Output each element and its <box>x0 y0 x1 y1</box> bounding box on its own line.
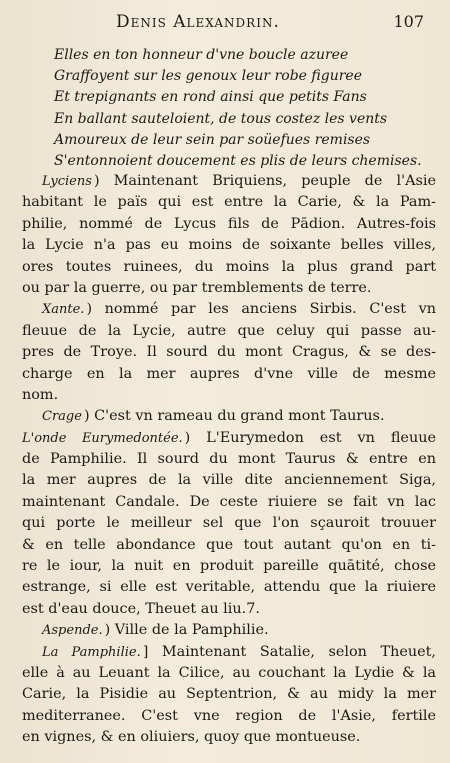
verse-line: Graffoyent sur les genoux leur robe figuree <box>54 68 362 85</box>
text-line <box>22 299 436 320</box>
text-line: la Lycie n'a pas eu moins de soixante belles villes, <box>22 237 436 254</box>
gloss-text: ] Maintenant Satalie, selon Theuet, <box>142 643 436 660</box>
text-line: elle à au Leuant la Cilice, au couchant la Lydie & la <box>22 664 436 681</box>
text-line: qui porte le meilleur sel que l'on sçauroit trouuer <box>22 515 436 532</box>
gloss-text: ) nommé par les anciens Sirbis. C'est vn <box>86 301 436 318</box>
text-line <box>22 620 436 641</box>
gloss-term: La Pamphilie. <box>42 644 141 660</box>
gloss-text: ) Maintenant Briquiens, peuple de l'Asie <box>93 173 436 189</box>
text-line: Carie, la Pisidie au Septentrion, & au midy la mer <box>22 686 436 703</box>
text-line: ou par la guerre, ou par tremblements de terre. <box>22 279 372 296</box>
text-line: fleuue de la Lycie, autre que celuy qui passe au- <box>22 322 436 339</box>
text-line: charge en la mer aupres d'vne ville de mesme <box>22 365 436 382</box>
text-line: & en telle abondance que tout autant qu'on en ti- <box>22 536 436 553</box>
page-number: 107 <box>393 12 424 31</box>
verse-line: Amoureux de leur sein par soüefues remises <box>54 131 371 148</box>
text-line: pres de Troye. Il sourd du mont Cragus, & se des- <box>22 344 436 361</box>
text-line: ores toutes ruinees, du moins la plus grand part <box>22 258 436 275</box>
gloss-term: Xante. <box>42 302 85 318</box>
gloss-term: Lyciens <box>42 174 92 189</box>
text-line: mediterranee. C'est vne region de l'Asie, fertile <box>22 707 436 724</box>
verse-line: Elles en ton honneur d'vne boucle azuree <box>54 47 349 63</box>
text-line: nom. <box>22 386 59 403</box>
text-line: la mer aupres de la ville dite anciennement Siga, <box>22 472 436 489</box>
gloss-text: ) L'Eurymedon est vn fleuue <box>184 429 436 446</box>
text-line: habitant le païs qui est entre la Carie, & la Pam- <box>22 194 436 211</box>
gloss-term: Crage <box>42 409 82 425</box>
gloss-term: Aspende. <box>42 623 103 639</box>
text-line: estrange, si elle est veritable, attendu que la riuiere <box>22 579 436 596</box>
verse-line: S'entonnoient doucement es plis de leurs chemises. <box>54 152 422 169</box>
text-line: maintenant Candale. De ceste riuiere se fait vn lac <box>22 493 436 510</box>
text-line: philie, nommé de Lycus fils de Pādion. Autres-fois <box>22 215 436 232</box>
verse-line: En ballant sauteloient, de tous costez les vents <box>54 110 388 127</box>
text-line <box>22 171 436 192</box>
text-line <box>22 642 436 663</box>
gloss-term: L'onde Eurymedontée. <box>22 430 183 446</box>
text-line: re le iour, la nuit en produit pareille quātité, chose <box>22 558 436 575</box>
text-line <box>22 428 436 449</box>
gloss-text: ) C'est vn rameau du grand mont Taurus. <box>83 408 385 425</box>
page-header <box>0 10 450 36</box>
text-line: est d'eau douce, Theuet au liu.7. <box>22 600 260 617</box>
verse-block <box>54 45 434 172</box>
verse-line: Et trepignants en rond ainsi que petits Fans <box>54 89 367 106</box>
text-line: en vignes, & en oliuiers, quoy que montueuse. <box>22 729 361 746</box>
text-line: de Pamphilie. Il sourd du mont Taurus & entre en <box>22 451 436 468</box>
running-head: Denis Alexandrin. <box>116 12 280 32</box>
gloss-text: ) Ville de la Pamphilie. <box>104 622 269 639</box>
text-line <box>22 406 436 427</box>
commentary-text <box>22 171 436 749</box>
